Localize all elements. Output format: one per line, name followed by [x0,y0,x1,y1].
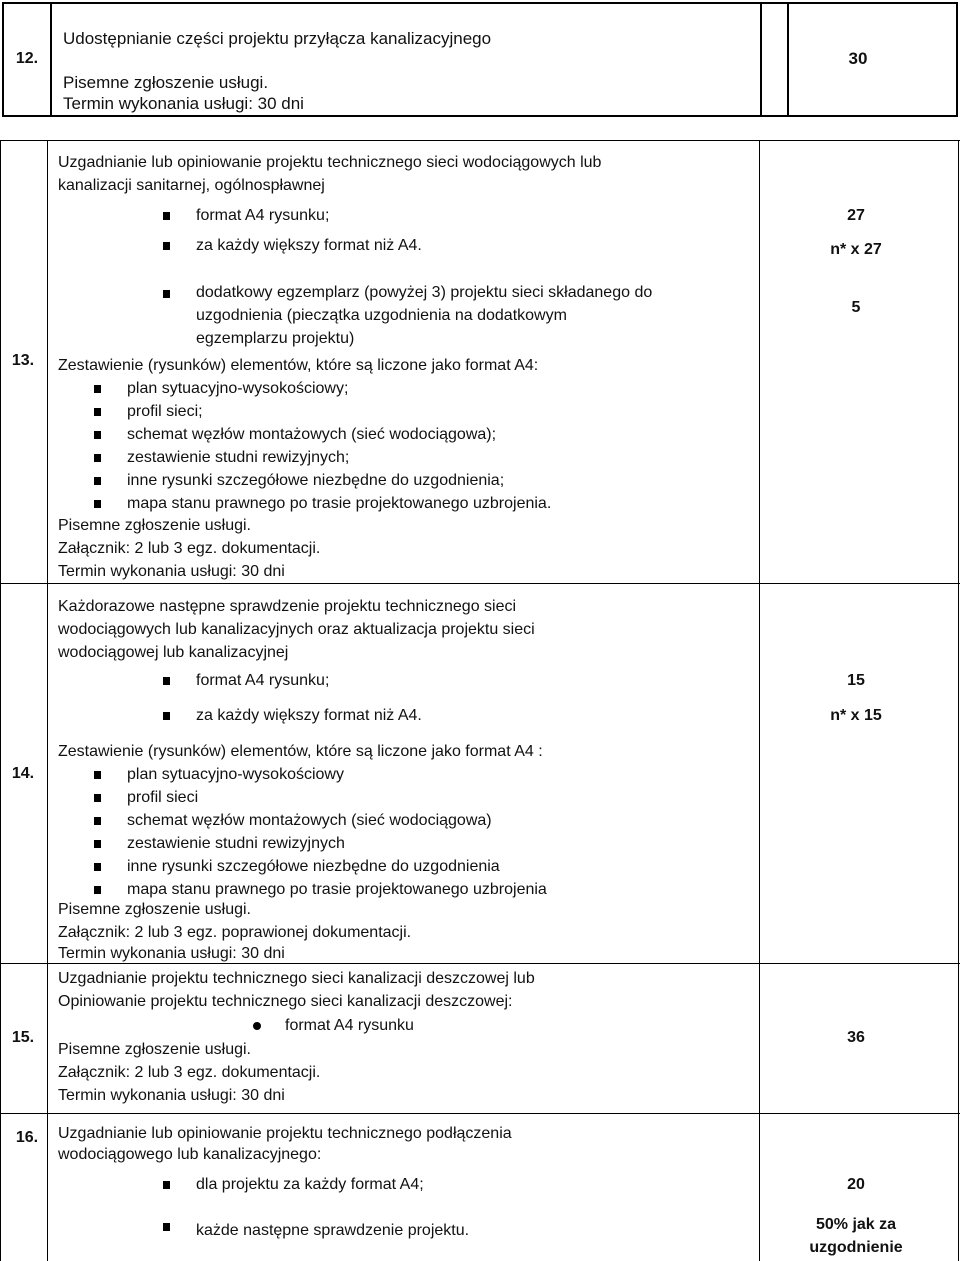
bullet-icon [94,454,101,462]
list-item: zestawienie studni rewizyjnych [127,835,345,852]
section-heading: Zestawienie (rysunków) elementów, które są liczone jako format A4 : [58,743,543,760]
bullet-icon [163,212,170,220]
row-text: Załącznik: 2 lub 3 egz. dokumentacji. [58,1064,321,1081]
row-title: Każdorazowe następne sprawdzenie projektu technicznego sieci [58,598,517,615]
row-title: Udostępnianie części projektu przyłącza kanalizacyjnego [63,29,492,48]
bullet-icon [94,886,101,894]
bullet-icon [94,840,101,848]
border [0,583,960,584]
list-item: profil sieci; [127,403,203,420]
bullet-icon [163,1181,170,1189]
bullet-icon [94,794,101,802]
fee-value: n* x 15 [830,707,882,724]
list-item: format A4 rysunku; [196,207,330,224]
bullet-icon [163,290,170,298]
bullet-icon [163,1223,170,1231]
fee-value: 50% jak za [815,1216,897,1233]
list-item: inne rysunki szczegółowe niezbędne do uzgodnienia; [127,472,505,489]
row-text: Termin wykonania usługi: 30 dni [58,1087,285,1104]
list-item: mapa stanu prawnego po trasie projektowanego uzbrojenia. [127,495,552,512]
list-item: inne rysunki szczegółowe niezbędne do uzgodnienia [127,858,500,875]
bullet-icon [94,408,101,416]
row-title: wodociągowych lub kanalizacyjnych oraz aktualizacja projektu sieci [58,621,535,638]
list-item: plan sytuacyjno-wysokościowy; [127,380,349,397]
border [956,2,958,117]
row-title: Uzgadnianie lub opiniowanie projektu technicznego podłączenia [58,1125,512,1142]
row-text: Pisemne zgłoszenie usługi. [63,73,269,92]
fee-value: 20 [847,1176,865,1193]
row-title: Opiniowanie projektu technicznego sieci kanalizacji deszczowej: [58,993,513,1010]
bullet-icon [163,677,170,685]
fee-value: uzgodnienie [809,1239,903,1256]
border [50,2,52,117]
bullet-icon [94,817,101,825]
section-heading: Zestawienie (rysunków) elementów, które są liczone jako format A4: [58,357,539,374]
row-title: Uzgadnianie lub opiniowanie projektu technicznego sieci wodociągowych lub [58,154,602,171]
fee-value: 30 [848,49,868,68]
list-item: zestawienie studni rewizyjnych; [127,449,350,466]
list-item: schemat węzłów montażowych (sieć wodociągowa) [127,812,492,829]
row-number: 16. [15,1129,39,1146]
list-item: egzemplarzu projektu) [196,330,355,347]
list-item: za każdy większy format niż A4. [196,237,422,254]
border [760,2,762,117]
bullet-icon [163,242,170,250]
bullet-icon [94,477,101,485]
row-number: 14. [11,765,35,782]
border [2,115,789,117]
border [760,115,958,117]
row-number: 13. [11,352,35,369]
list-item: plan sytuacyjno-wysokościowy [127,766,344,783]
bullet-icon [94,431,101,439]
list-item: format A4 rysunku; [196,672,330,689]
fee-value: n* x 27 [830,241,882,258]
list-item: każde następne sprawdzenie projektu. [196,1222,470,1239]
list-item: profil sieci [127,789,199,806]
list-item: uzgodnienia (pieczątka uzgodnienia na dodatkowym [196,307,567,324]
bullet-icon [253,1022,261,1030]
border [2,2,789,4]
row-number: 12. [15,50,39,67]
row-title: wodociągowej lub kanalizacyjnej [58,644,289,661]
bullet-icon [94,771,101,779]
fee-value: 27 [847,207,865,224]
fee-value: 15 [847,672,865,689]
border [47,140,48,1261]
border [760,2,958,4]
row-text: Załącznik: 2 lub 3 egz. dokumentacji. [58,540,321,557]
row-text: Załącznik: 2 lub 3 egz. poprawionej dokumentacji. [58,924,412,941]
list-item: dodatkowy egzemplarz (powyżej 3) projektu sieci składanego do [196,284,653,301]
row-text: Termin wykonania usługi: 30 dni [63,94,304,113]
bullet-icon [94,500,101,508]
row-title: wodociągowego lub kanalizacyjnego: [58,1146,322,1163]
list-item: za każdy większy format niż A4. [196,707,422,724]
list-item: dla projektu za każdy format A4; [196,1176,424,1193]
border [759,140,760,1261]
list-item: format A4 rysunku [285,1017,414,1034]
border [958,140,959,1261]
bullet-icon [94,863,101,871]
border [2,2,4,117]
list-item: schemat węzłów montażowych (sieć wodociągowa); [127,426,497,443]
border [0,1113,960,1114]
fee-value: 5 [851,299,861,316]
row-title: Uzgadnianie projektu technicznego sieci kanalizacji deszczowej lub [58,970,535,987]
row-text: Pisemne zgłoszenie usługi. [58,901,251,918]
row-text: Termin wykonania usługi: 30 dni [58,945,285,962]
row-text: Pisemne zgłoszenie usługi. [58,1041,251,1058]
bullet-icon [163,712,170,720]
row-title: kanalizacji sanitarnej, ogólnospławnej [58,177,325,194]
fee-value: 36 [847,1029,865,1046]
row-text: Pisemne zgłoszenie usługi. [58,517,251,534]
border [787,2,789,117]
border [0,140,1,1261]
border [0,140,960,141]
row-text: Termin wykonania usługi: 30 dni [58,563,285,580]
row-number: 15. [11,1029,35,1046]
bullet-icon [94,385,101,393]
list-item: mapa stanu prawnego po trasie projektowanego uzbrojenia [127,881,547,898]
